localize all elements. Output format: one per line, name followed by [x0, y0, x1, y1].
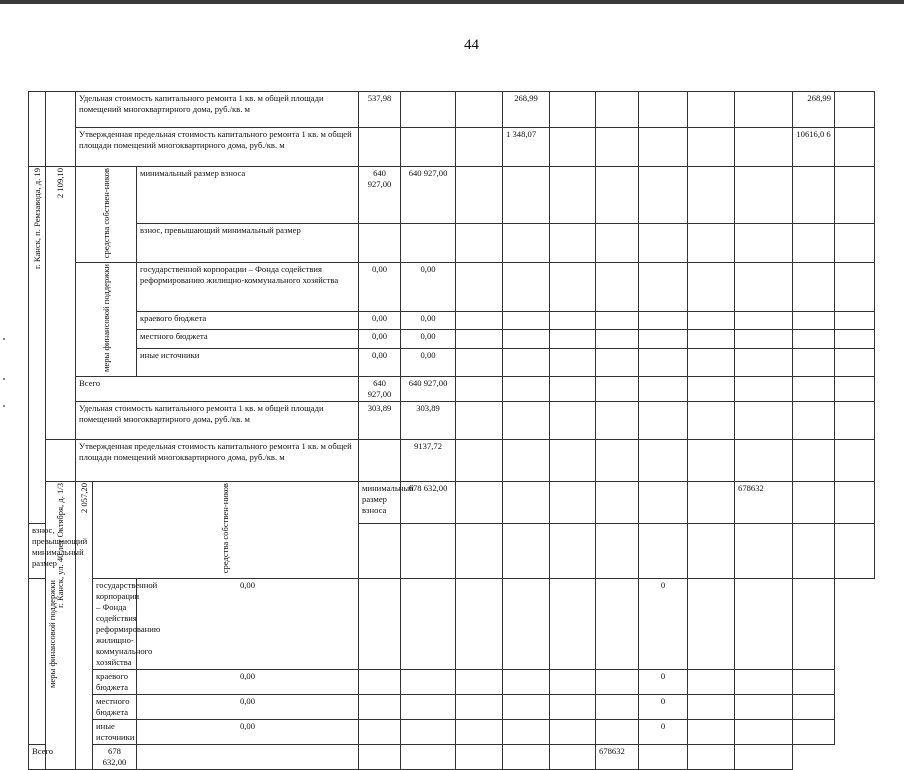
table-row	[29, 578, 875, 669]
row-label: Удельная стоимость капитального ремонта 1 кв. м общей площади помещений многоквартирного дома, руб./кв. м	[76, 92, 359, 128]
row-label: минимальный размер взноса	[137, 167, 359, 224]
row-label: краевого бюджета	[93, 669, 137, 694]
cell-value: 678632	[735, 482, 793, 524]
row-label: иные источники	[137, 349, 359, 377]
table-row	[29, 377, 875, 402]
cell-value: 0,00	[137, 719, 359, 744]
row-label: краевого бюджета	[137, 311, 359, 330]
cell-value: 640 927,00	[359, 377, 401, 402]
area-cell: 2 109,10	[46, 167, 76, 440]
cell-value: 0,00	[401, 330, 456, 349]
cell-value: 0,00	[359, 330, 401, 349]
table-row	[29, 92, 875, 128]
row-label: местного бюджета	[93, 694, 137, 719]
owner-funds-group: средства собствен-ников	[76, 167, 137, 263]
scan-mark	[3, 338, 5, 340]
cell-value: 268,99	[793, 92, 835, 128]
table-row	[29, 440, 875, 482]
table-row	[29, 744, 875, 769]
cell-value: 0	[639, 719, 688, 744]
total-label: Всего	[76, 377, 359, 402]
cell-value: 9137,72	[401, 440, 456, 482]
table-row	[29, 694, 875, 719]
row-label: взнос, превышающий минимальный размер	[137, 224, 359, 263]
cell-value: 678 632,00	[93, 744, 137, 769]
cell-value: 0,00	[137, 694, 359, 719]
owner-funds-group: средства собствен-ников	[93, 482, 359, 578]
table-row	[29, 669, 875, 694]
cell-value: 537,98	[359, 92, 401, 128]
cell-value: 640 927,00	[359, 167, 401, 224]
cell-value: 10616,0 6	[793, 128, 835, 167]
row-label: Утвержденная предельная стоимость капитального ремонта 1 кв. м общей площади помещений многоквартирного дома, руб./кв. м	[76, 440, 359, 482]
cell-value: 0,00	[359, 349, 401, 377]
capital-repair-table	[28, 91, 875, 770]
row-label: минимальный размер взноса	[359, 482, 401, 524]
cell-value: 0,00	[137, 669, 359, 694]
cell-value: 0,00	[401, 311, 456, 330]
cell-value: 0	[639, 669, 688, 694]
scan-top-border	[0, 0, 904, 4]
row-label: местного бюджета	[137, 330, 359, 349]
row-label: взнос, превышающий минимальный размер	[29, 524, 46, 579]
cell-value: 0,00	[401, 263, 456, 311]
cell-value: 0	[639, 578, 688, 669]
scan-mark	[3, 378, 5, 380]
cell-value: 0,00	[401, 349, 456, 377]
table-row	[29, 128, 875, 167]
table-row	[29, 167, 875, 224]
cell-value: 678632	[596, 744, 639, 769]
row-label: Удельная стоимость капитального ремонта 1 кв. м общей площади помещений многоквартирного дома, руб./кв. м	[76, 402, 359, 440]
table-row	[29, 719, 875, 744]
table-row	[29, 349, 875, 377]
row-label: государственной корпорации – Фонда содействия реформированию жилищно-коммунального хозяйства	[93, 578, 137, 669]
table-row	[29, 482, 875, 524]
support-measures-group: меры финансовой поддержки	[76, 263, 137, 377]
address-cell: г. Канск, п. Ремзавода, д. 19	[29, 167, 46, 524]
cell-value: 0,00	[137, 578, 359, 669]
cell-value: 678 632,00	[401, 482, 456, 524]
cell-value: 0	[639, 694, 688, 719]
scan-mark	[3, 405, 5, 407]
row-label: Утвержденная предельная стоимость капитального ремонта 1 кв. м общей площади помещений многоквартирного дома, руб./кв. м	[76, 128, 359, 167]
table-row	[29, 402, 875, 440]
total-label: Всего	[29, 744, 93, 769]
page-number: 44	[464, 37, 479, 53]
cell-value: 303,89	[401, 402, 456, 440]
cell-value: 0,00	[359, 311, 401, 330]
address-cell: г. Канск, ул. 40 лет Октября, д. 1/3	[46, 482, 76, 769]
table-row	[29, 224, 875, 263]
cell-value: 268,99	[503, 92, 550, 128]
support-measures-group: меры финансовой поддержки	[29, 578, 76, 744]
cell-value: 640 927,00	[401, 377, 456, 402]
cell-value: 0,00	[359, 263, 401, 311]
cell-value: 303,89	[359, 402, 401, 440]
cell-value: 1 348,07	[503, 128, 550, 167]
area-cell: 2 057,20	[76, 482, 93, 769]
row-label: иные источники	[93, 719, 137, 744]
table-row	[29, 263, 875, 311]
cell-value: 640 927,00	[401, 167, 456, 224]
row-label: государственной корпорации – Фонда содействия реформированию жилищно-коммунального хозяйства	[137, 263, 359, 311]
table-row	[29, 330, 875, 349]
table-row	[29, 311, 875, 330]
